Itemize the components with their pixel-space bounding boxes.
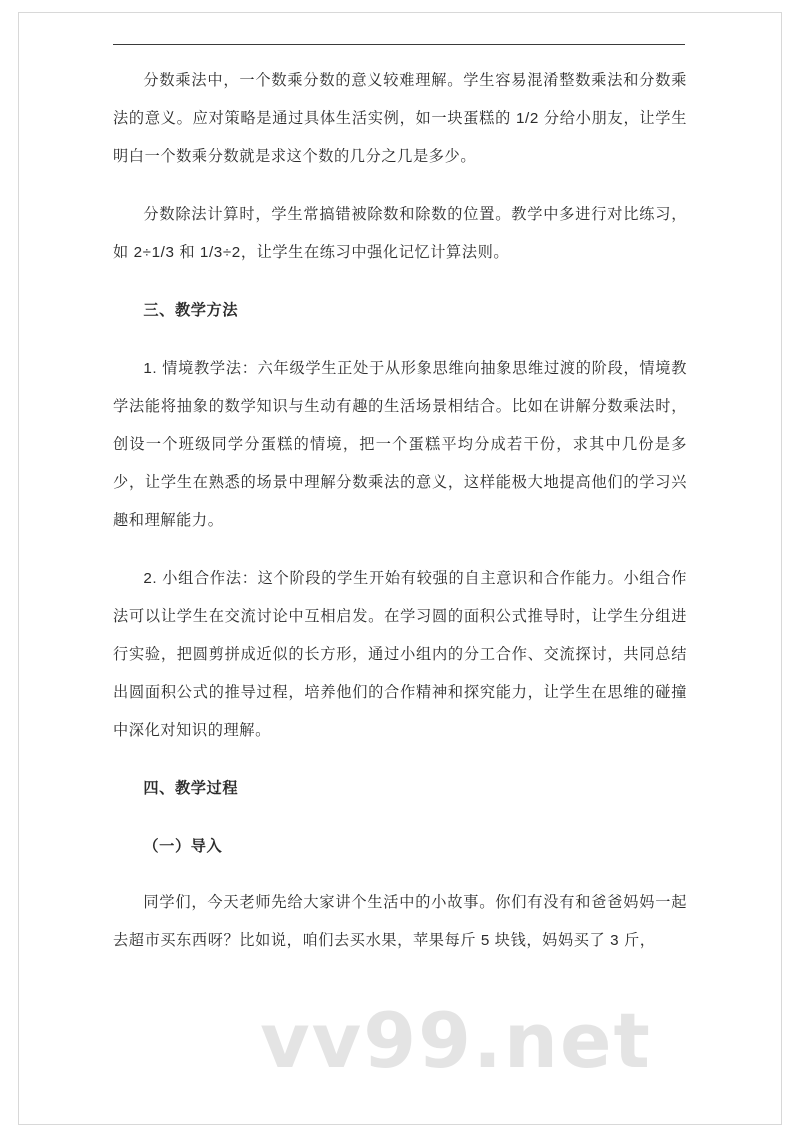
watermark: vv99.net: [260, 996, 652, 1085]
document-body: [113, 62, 687, 980]
paragraph-2: 分数除法计算时，学生常搞错被除数和除数的位置。教学中多进行对比练习，如 2÷1/3 和 1/3÷2，让学生在练习中强化记忆计算法则。: [113, 206, 687, 261]
header-divider: [113, 44, 685, 45]
paragraph-introduction-story: 同学们，今天老师先给大家讲个生活中的小故事。你们有没有和爸爸妈妈一起去超市买东西呀？比如说，咱们去买水果，苹果每斤 5 块钱，妈妈买了 3 斤，: [113, 894, 687, 949]
section-heading-teaching-process: 四、教学过程: [143, 780, 239, 797]
paragraph-group-cooperation: 2. 小组合作法：这个阶段的学生开始有较强的自主意识和合作能力。小组合作法可以让学生在交流讨论中互相启发。在学习圆的面积公式推导时，让学生分组进行实验，把圆剪拼成近似的长方形，通过小组内的分工合作、交流探讨，共同总结出圆面积公式的推导过程，培养他们的合作精神和探究能力，让学生在思维的碰撞中深化对知识的理解。: [113, 570, 687, 739]
paragraph-situational-teaching: 1. 情境教学法：六年级学生正处于从形象思维向抽象思维过渡的阶段，情境教学法能将抽象的数学知识与生动有趣的生活场景相结合。比如在讲解分数乘法时，创设一个班级同学分蛋糕的情境，把一个蛋糕平均分成若干份，求其中几份是多少，让学生在熟悉的场景中理解分数乘法的意义，这样能极大地提高他们的学习兴趣和理解能力。: [113, 360, 687, 529]
subsection-heading-introduction: （一）导入: [143, 838, 223, 855]
paragraph-1: 分数乘法中，一个数乘分数的意义较难理解。学生容易混淆整数乘法和分数乘法的意义。应对策略是通过具体生活实例，如一块蛋糕的 1/2 分给小朋友，让学生明白一个数乘分数就是求这个数的几分之几是多少。: [113, 72, 687, 165]
section-heading-teaching-methods: 三、教学方法: [143, 302, 239, 319]
